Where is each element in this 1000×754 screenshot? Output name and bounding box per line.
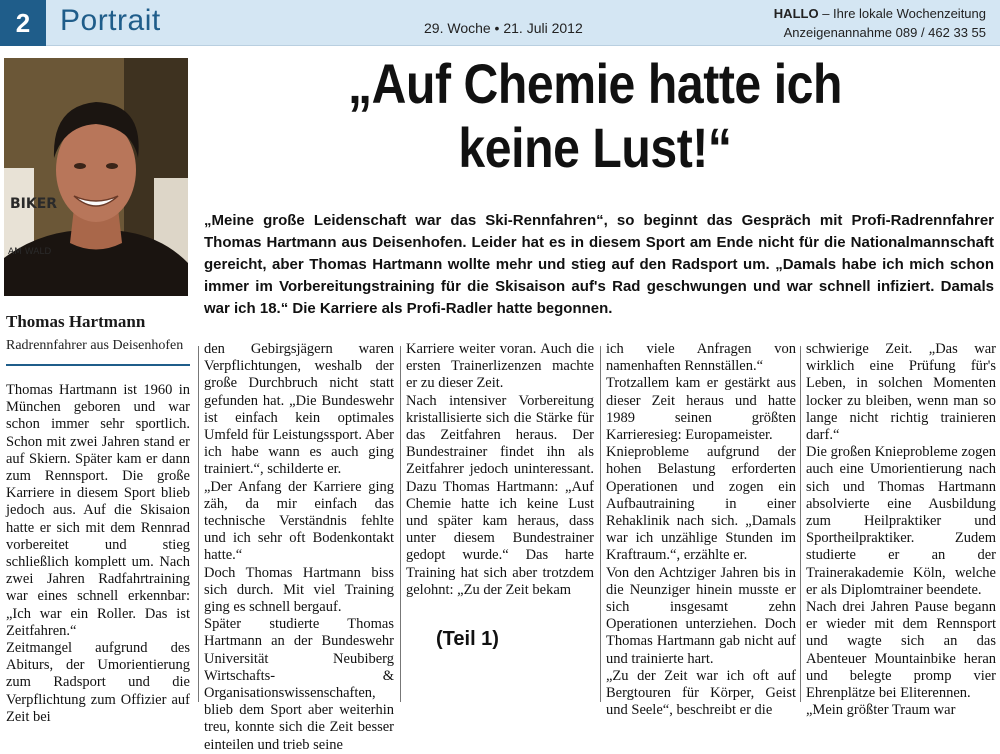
article-column-1 bbox=[6, 382, 190, 726]
paragraph: Von den Achtziger Jahren bis in die Neunziger hinein musste er sich insgesamt zehn Operationen unterziehen. Doch Thomas Hartmann gab nicht auf und trainierte hart. bbox=[606, 564, 796, 667]
page-number: 2 bbox=[0, 0, 46, 46]
article-column-3 bbox=[406, 341, 594, 599]
paragraph: Die großen Knieprobleme zogen auch eine Umorientierung nach sich und Thomas Hartmann absolvierte eine Ausbildung zum Heilpraktiker und Sportheilpraktiker. Zudem studierte er an der Trainerakademie Köln, welche er als Diplomtrainer beendete. bbox=[806, 444, 996, 598]
paragraph: Doch Thomas Hartmann biss sich durch. Mit viel Training ging es schnell bergauf. bbox=[204, 564, 394, 616]
headline-line-2: keine Lust!“ bbox=[458, 116, 732, 179]
headline-line-1: „Auf Chemie hatte ich bbox=[347, 52, 843, 115]
part-label: (Teil 1) bbox=[436, 628, 499, 650]
column-rule bbox=[400, 346, 401, 702]
portrait-illustration bbox=[4, 58, 188, 296]
headline bbox=[247, 52, 944, 180]
article-column-4 bbox=[606, 341, 796, 719]
column-rule bbox=[800, 346, 801, 702]
paragraph: Später studierte Thomas Hartmann an der Bundeswehr Universität Neubiberg Wirtschafts- & Organisationswissenschaften, blieb dem Sport aber weiterhin treu, konnte sich die Zeit besser einteilen und trieb seine bbox=[204, 616, 394, 753]
paragraph: schwierige Zeit. „Das war wirklich eine Prüfung für's Leben, in solchen Momenten locker zu bleiben, wenn man so lange nicht richtig trainieren darf.“ bbox=[806, 341, 996, 444]
paragraph: Nach intensiver Vorbereitung kristallisierte sich die Stärke für das Zeitfahren heraus. Der Bundestrainer findet ihn als Zeitfahrer jedoch uninteressant. Dazu Thomas Hartmann: „Auf Chemie hatte ich keine Lust und später kam heraus, dass unter diesem Bundestrainer gedopt wurde.“ Das harte Training hat sich aber trotzdem gelohnt: „Zu der Zeit bekam bbox=[406, 392, 594, 598]
paragraph: Knieprobleme aufgrund der hohen Belastung erforderten Operationen und zogen ein Aufbautraining in einer Rehaklinik nach sich. „Damals war ich unzählige Stunden im Kraftraum.“, erzählte er. bbox=[606, 444, 796, 564]
newspaper-name bbox=[774, 6, 986, 21]
paragraph: den Gebirgsjägern waren Verpflichtungen, weshalb der große Durchbruch nicht statt gefunden hat. „Die Bundeswehr ist einfach kein optimales Umfeld für Leistungssport. Aber ich habe wann es auch ging trainiert.“, schilderte er. bbox=[204, 341, 394, 478]
paragraph: Nach drei Jahren Pause begann er wieder mit dem Rennsport und wagte sich an das Abenteuer Mountainbike heran und belegte promp vier Ehrenplätze bei Eliterennen. bbox=[806, 599, 996, 702]
person-name: Thomas Hartmann bbox=[6, 312, 146, 331]
column-rule bbox=[198, 346, 199, 702]
page-header bbox=[0, 0, 1000, 46]
caption-divider bbox=[6, 364, 190, 366]
newspaper-name-bold: HALLO bbox=[773, 6, 819, 21]
section-title: Portrait bbox=[60, 4, 161, 37]
paragraph: Zeitmangel aufgrund des Abiturs, der Umorientierung zum Radsport und die Verpflichtung zum Offizier auf Zeit bei bbox=[6, 640, 190, 725]
paragraph: Thomas Hartmann ist 1960 in München geboren und war schon immer sehr sportlich. Schon mit zwei Jahren stand er auf Skiern. Später kam er dann zum Rennsport. Die große Karriere in diesem Sport blieb jedoch aus. Auf die Skisaion hatte er sich mit dem Rennrad vorbereitet und stieg schließlich komplett um. Nach zwei Jahren Radfahrtraining war eines schnell erkennbar: „Ich war ein Roller. Das ist Zeitfahren.“ bbox=[6, 382, 190, 639]
person-role: Radrennfahrer aus Deisenhofen bbox=[6, 338, 184, 353]
newspaper-tagline: – Ihre lokale Wochenzeitung bbox=[818, 6, 986, 21]
lead-paragraph: „Meine große Leidenschaft war das Ski-Rennfahren“, so beginnt das Gespräch mit Profi-Radrennfahrer Thomas Hartmann aus Deisenhofen. Leider hat es in diesem Sport am Ende nicht für die Nationalmannschaft gereicht, aber Thomas Hartmann wollte mehr und stieg auf den Radsport um. „Damals habe ich mich schon immer im Vorbereitungstraining für die Skisaison auf's Rad geschwungen und war schnell infiziert. Damals war ich 18.“ Die Karriere als Profi-Radler hatte begonnen. bbox=[204, 212, 994, 317]
article-column-2 bbox=[204, 341, 394, 754]
column-rule bbox=[600, 346, 601, 702]
paragraph: Karriere weiter voran. Auch die ersten Trainerlizenzen machte er zu dieser Zeit. bbox=[406, 341, 594, 392]
paragraph: „Zu der Zeit war ich oft auf Bergtouren für Körper, Geist und Seele“, beschreibt er die bbox=[606, 667, 796, 719]
portrait-photo bbox=[4, 58, 188, 296]
issue-date: 29. Woche • 21. Juli 2012 bbox=[424, 20, 583, 36]
shirt-print-top: BIKER bbox=[10, 196, 58, 212]
paragraph: „Der Anfang der Karriere ging zäh, da mir einfach das technische Verständnis fehlte und ich sehr oft Bodenkontakt hatte.“ bbox=[204, 478, 394, 564]
article-column-5 bbox=[806, 341, 996, 719]
ad-phone-line: Anzeigenannahme 089 / 462 33 55 bbox=[783, 25, 986, 40]
shirt-print-bottom: AM WALD bbox=[8, 247, 52, 257]
paragraph: ich viele Anfragen von namenhaften Rennställen.“ bbox=[606, 341, 796, 375]
paragraph: Trotzallem kam er gestärkt aus dieser Zeit heraus und hatte 1989 seinen größten Karrieresieg: Europameister. bbox=[606, 375, 796, 444]
paragraph: „Mein größter Traum war bbox=[806, 702, 956, 719]
